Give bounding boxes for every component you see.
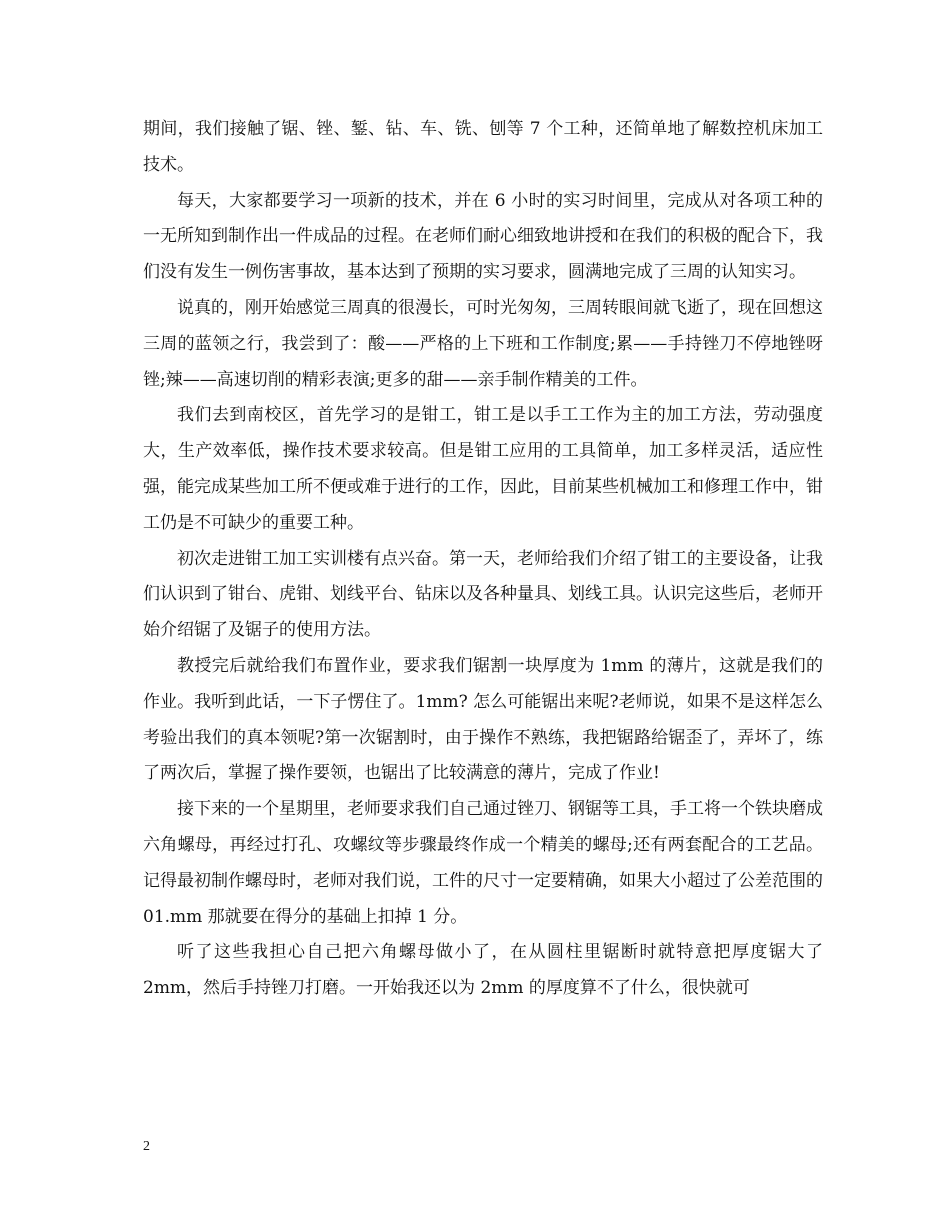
paragraph-6: 教授完后就给我们布置作业，要求我们锯割一块厚度为 1mm 的薄片，这就是我们的作业。我听到此话，一下子愣住了。1mm? 怎么可能锯出来呢?老师说，如果不是这样怎么考验出我们的真本领呢?第一次锯割时，由于操作不熟练，我把锯路给锯歪了，弄坏了，练了两次后，掌握了操作要领，也锯出了比较满意的薄片，完成了作业! [143, 655, 823, 784]
paragraph-5: 初次走进钳工加工实训楼有点兴奋。第一天，老师给我们介绍了钳工的主要设备，让我们认识到了钳台、虎钳、划线平台、钻床以及各种量具、划线工具。认识完这些后，老师开始介绍锯了及锯子的使用方法。 [143, 548, 823, 641]
paragraph-3: 说真的，刚开始感觉三周真的很漫长，可时光匆匆，三周转眼间就飞逝了，现在回想这三周的蓝领之行，我尝到了：酸——严格的上下班和工作制度;累——手持锉刀不停地锉呀锉;辣——高速切削的精彩表演;更多的甜——亲手制作精美的工件。 [143, 297, 823, 390]
paragraph-1: 期间，我们接触了锯、锉、錾、钻、车、铣、刨等 7 个工种，还简单地了解数控机床加工技术。 [143, 119, 823, 175]
paragraph-8: 听了这些我担心自己把六角螺母做小了，在从圆柱里锯断时就特意把厚度锯大了 2mm，然后手持锉刀打磨。一开始我还以为 2mm 的厚度算不了什么，很快就可 [143, 942, 823, 999]
paragraph-2: 每天，大家都要学习一项新的技术，并在 6 小时的实习时间里，完成从对各项工种的一无所知到制作出一件成品的过程。在老师们耐心细致地讲授和在我们的积极的配合下，我们没有发生一例伤害事故，基本达到了预期的实习要求，圆满地完成了三周的认知实习。 [143, 190, 823, 283]
paragraph-7: 接下来的一个星期里，老师要求我们自己通过锉刀、钢锯等工具，手工将一个铁块磨成六角螺母，再经过打孔、攻螺纹等步骤最终作成一个精美的螺母;还有两套配合的工艺品。记得最初制作螺母时，老师对我们说，工件的尺寸一定要精确，如果大小超过了公差范围的 01.mm 那就要在得分的基础上扣掉 1 分。 [143, 799, 823, 927]
page-number: 2 [143, 1139, 150, 1154]
body-text [143, 112, 823, 1007]
paragraph-4: 我们去到南校区，首先学习的是钳工，钳工是以手工工作为主的加工方法，劳动强度大，生产效率低，操作技术要求较高。但是钳工应用的工具简单，加工多样灵活，适应性强，能完成某些加工所不便或难于进行的工作，因此，目前某些机械加工和修理工作中，钳工仍是不可缺少的重要工种。 [143, 405, 823, 533]
